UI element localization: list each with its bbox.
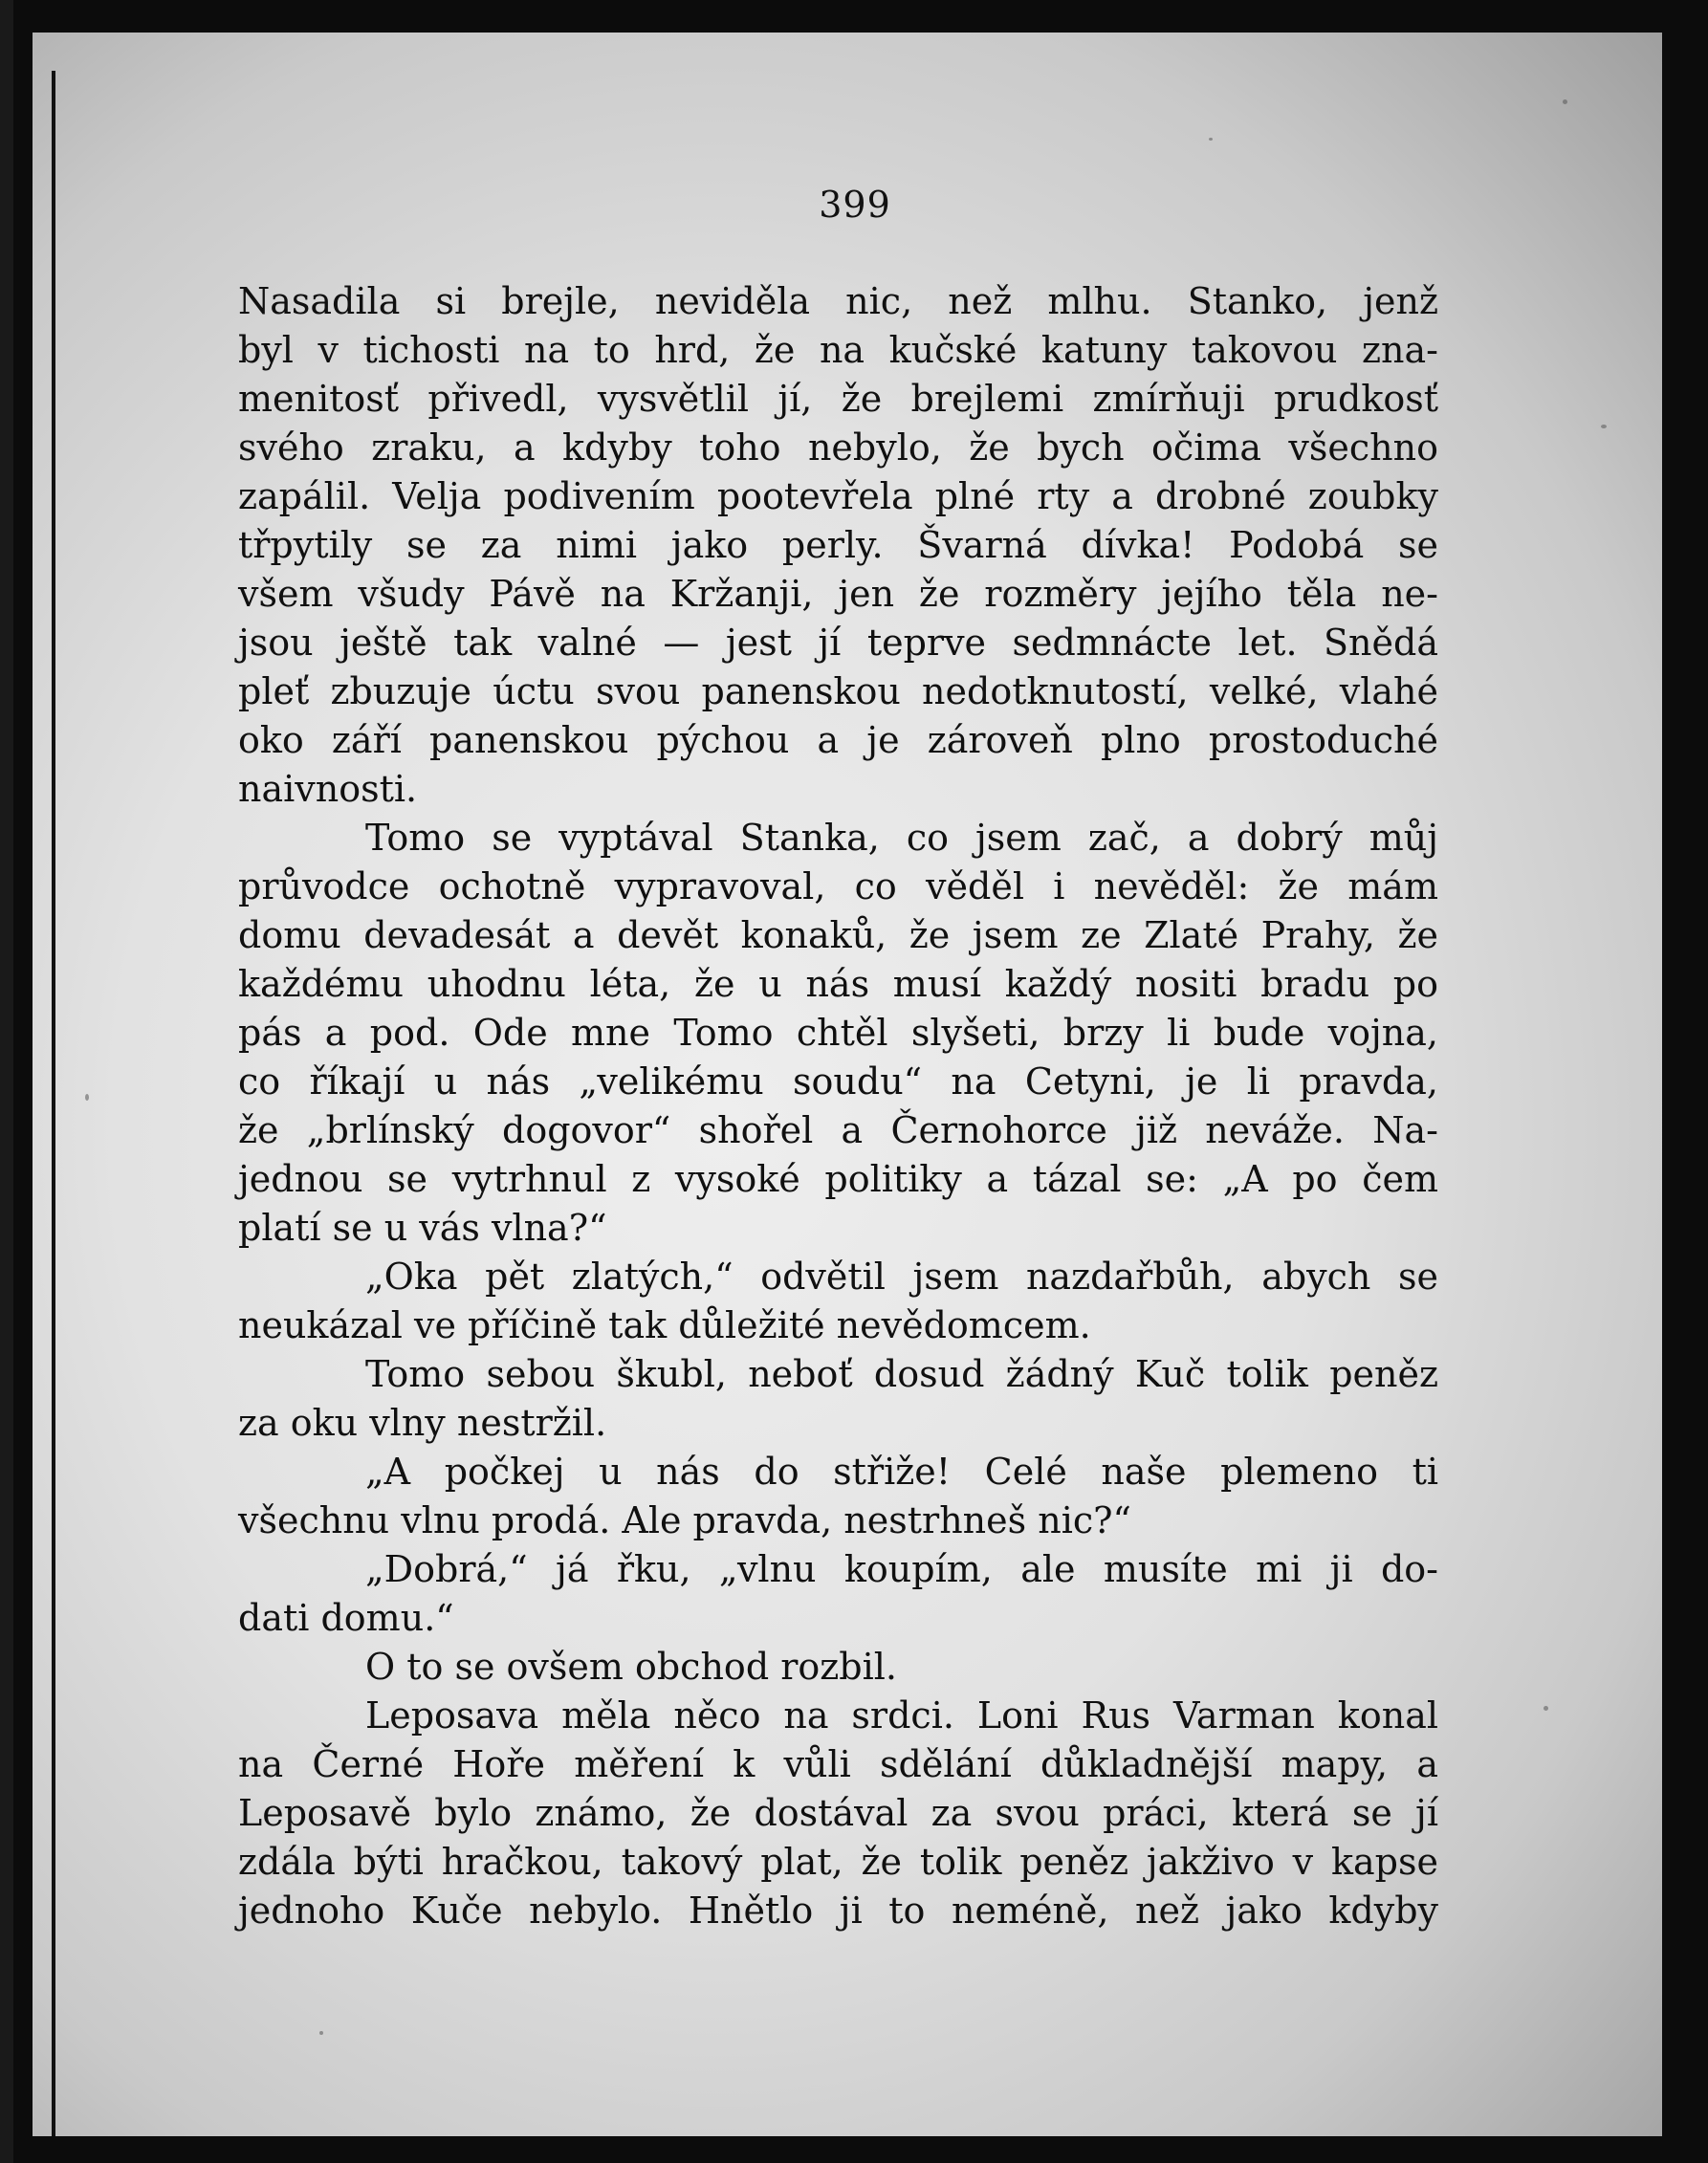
text-line: pleť zbuzuje úctu svou panenskou nedotknutostí, velké, vlahé bbox=[238, 670, 1438, 712]
text-line: menitosť přivedl, vysvětlil jí, že brejlemi zmírňuji prudkosť bbox=[238, 378, 1438, 420]
text-line: „Dobrá,“ já řku, „vlnu koupím, ale musíte mi ji do- bbox=[365, 1548, 1438, 1590]
text-line: Nasadila si brejle, neviděla nic, než mlhu. Stanko, jenž bbox=[238, 280, 1438, 322]
paper-speck bbox=[1601, 425, 1607, 428]
text-line: svého zraku, a kdyby toho nebylo, že bych očima všechno bbox=[238, 426, 1438, 469]
text-line: platí se u vás vlna?“ bbox=[238, 1207, 607, 1249]
text-line: Tomo se vyptával Stanka, co jsem zač, a dobrý můj bbox=[365, 817, 1438, 859]
scan-edge-shadow bbox=[0, 0, 13, 2163]
text-line: všem všudy Pávě na Kržanji, jen že rozměry jejího těla ne- bbox=[238, 573, 1438, 615]
body-text bbox=[238, 277, 1438, 1935]
text-line: byl v tichosti na to hrd, že na kučské katuny takovou zna- bbox=[238, 329, 1438, 371]
text-line: jsou ještě tak valné — jest jí teprve sedmnácte let. Snědá bbox=[238, 622, 1438, 664]
page-number: 399 bbox=[819, 184, 891, 226]
text-line: že „brlínský dogovor“ shořel a Černohorce již neváže. Na- bbox=[238, 1109, 1438, 1151]
book-page bbox=[33, 33, 1662, 2136]
text-line: naivnosti. bbox=[238, 768, 418, 810]
text-line: neukázal ve příčině tak důležité nevědomcem. bbox=[238, 1304, 1091, 1346]
text-line: O to se ovšem obchod rozbil. bbox=[365, 1646, 897, 1688]
text-line: „Oka pět zlatých,“ odvětil jsem nazdařbůh, abych se bbox=[365, 1256, 1438, 1298]
text-line: za oku vlny nestržil. bbox=[238, 1402, 607, 1444]
paper-speck bbox=[1544, 1706, 1548, 1711]
text-line: všechnu vlnu prodá. Ale pravda, nestrhneš nic?“ bbox=[238, 1499, 1131, 1541]
text-line: co říkají u nás „velikému soudu“ na Cetyni, je li pravda, bbox=[238, 1060, 1438, 1103]
text-line: domu devadesát a devět konaků, že jsem ze Zlaté Prahy, že bbox=[238, 914, 1438, 956]
text-line: každému uhodnu léta, že u nás musí každý nositi bradu po bbox=[238, 963, 1438, 1005]
text-line: zapálil. Velja podivením pootevřela plné rty a drobné zoubky bbox=[238, 475, 1438, 517]
text-line: dati domu.“ bbox=[238, 1597, 454, 1639]
text-line: na Černé Hoře měření k vůli sdělání důkladnější mapy, a bbox=[238, 1743, 1438, 1785]
binding-rule bbox=[52, 71, 55, 2136]
text-line: třpytily se za nimi jako perly. Švarná dívka! Podobá se bbox=[238, 524, 1438, 566]
text-line: jednou se vytrhnul z vysoké politiky a tázal se: „A po čem bbox=[238, 1158, 1438, 1200]
text-line: Leposavě bylo známo, že dostával za svou práci, která se jí bbox=[238, 1792, 1438, 1834]
text-line: pás a pod. Ode mne Tomo chtěl slyšeti, brzy li bude vojna, bbox=[238, 1012, 1438, 1054]
paper-speck bbox=[319, 2031, 323, 2035]
text-line: Leposava měla něco na srdci. Loni Rus Varman konal bbox=[365, 1694, 1438, 1737]
paper-speck bbox=[1563, 99, 1567, 104]
text-line: průvodce ochotně vypravoval, co věděl i nevěděl: že mám bbox=[238, 865, 1438, 907]
paper-speck bbox=[85, 1094, 89, 1101]
text-line: Tomo sebou škubl, neboť dosud žádný Kuč tolik peněz bbox=[365, 1353, 1438, 1395]
text-line: jednoho Kuče nebylo. Hnětlo ji to neméně, než jako kdyby bbox=[238, 1890, 1438, 1932]
text-line: zdála býti hračkou, takový plat, že tolik peněz jakživo v kapse bbox=[238, 1841, 1438, 1883]
text-line: oko září panenskou pýchou a je zároveň plno prostoduché bbox=[238, 719, 1438, 761]
text-line: „A počkej u nás do střiže! Celé naše plemeno ti bbox=[365, 1451, 1438, 1493]
paper-speck bbox=[1209, 138, 1213, 141]
